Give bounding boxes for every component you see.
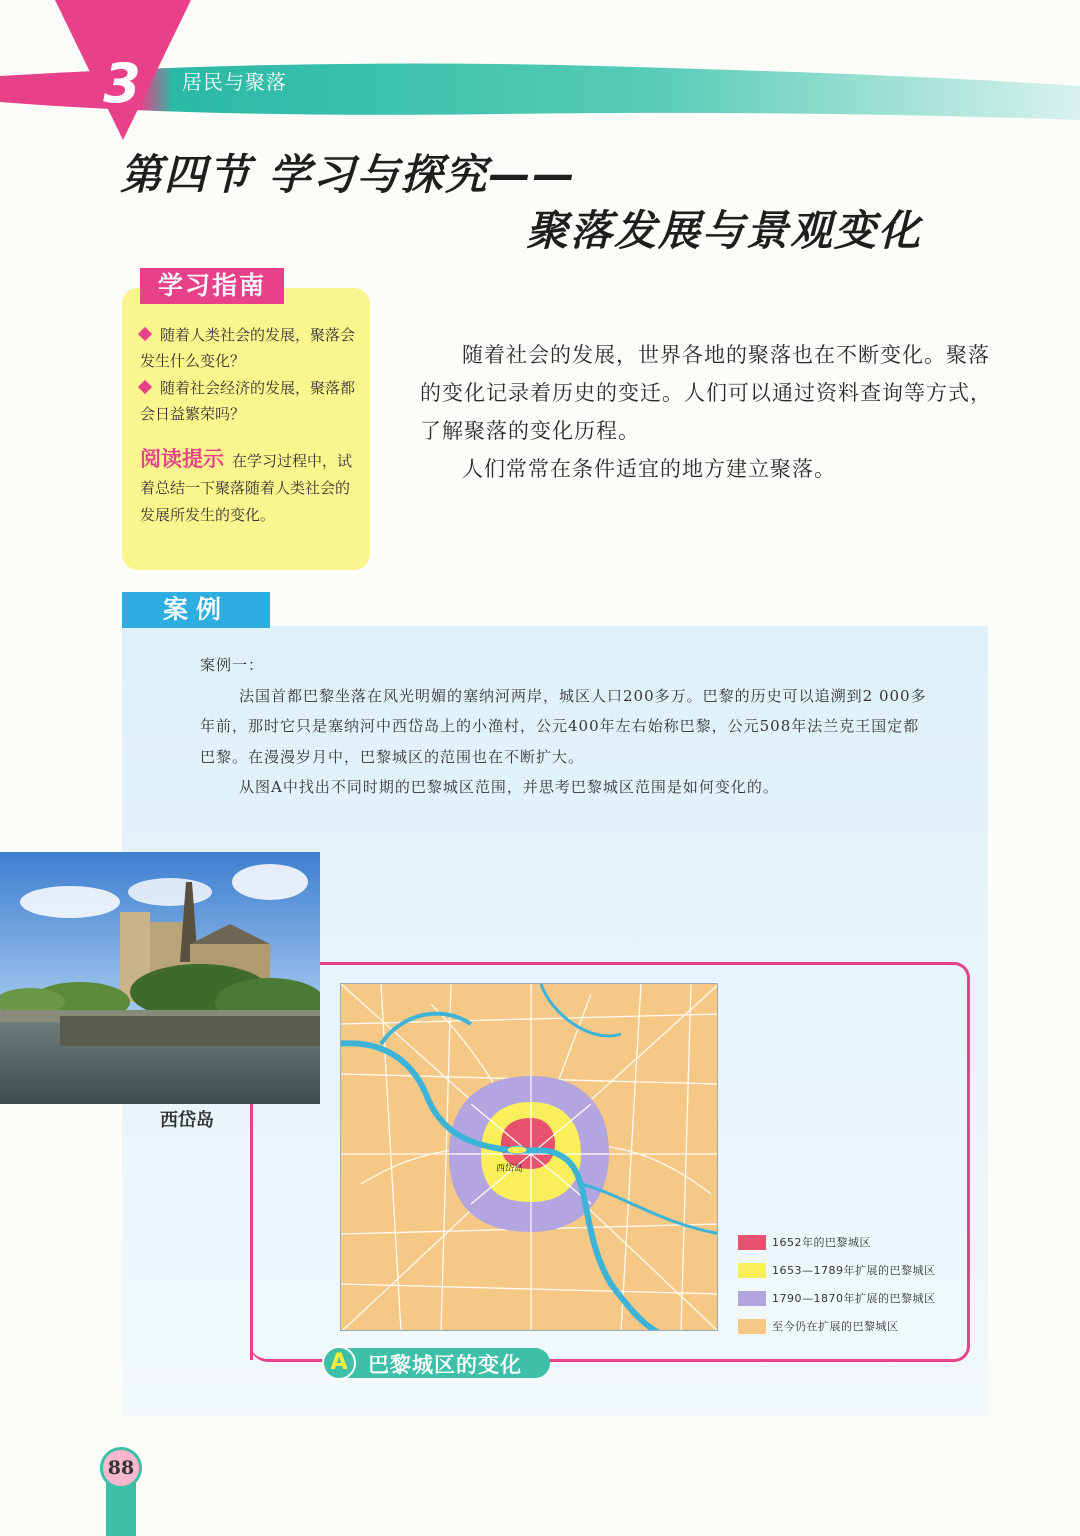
- map-legend: [738, 1228, 936, 1340]
- intro-paragraph: 人们常常在条件适宜的地方建立聚落。: [462, 457, 836, 481]
- photo-caption: 西岱岛: [160, 1110, 214, 1131]
- figure-letter: A: [322, 1346, 356, 1380]
- section-title-line1: 第四节 学习与探究——: [120, 150, 577, 199]
- chapter-number: 3: [103, 52, 141, 115]
- figure-caption: [322, 1346, 552, 1380]
- figure-frame-left: [250, 1104, 253, 1360]
- notre-dame-photo: [0, 852, 320, 1104]
- page-number: 88: [100, 1447, 142, 1489]
- case-heading: 案例一：: [200, 656, 265, 674]
- case-label: 案例: [122, 592, 270, 628]
- legend-swatch: [738, 1235, 766, 1250]
- map-label-cite-island: 西岱岛: [496, 1164, 524, 1174]
- study-guide-label: 学习指南: [140, 268, 284, 304]
- intro-paragraph: 随着社会的发展，世界各地的聚落也在不断变化。聚落的变化记录着历史的变迁。人们可以通过资料查询等方式，了解聚落的变化历程。: [420, 343, 992, 443]
- legend-item: 1653—1789年扩展的巴黎城区: [738, 1256, 936, 1284]
- paris-map: [340, 983, 718, 1331]
- legend-item: 1652年的巴黎城区: [738, 1228, 936, 1256]
- guide-question: 随着社会经济的发展，聚落都会日益繁荣吗？: [140, 375, 362, 427]
- reading-tip: [140, 446, 356, 529]
- legend-swatch: [738, 1263, 766, 1278]
- chapter-title: 居民与聚落: [182, 70, 287, 94]
- case-paragraph: 从图A中找出不同时期的巴黎城区范围，并思考巴黎城区范围是如何变化的。: [239, 778, 779, 796]
- legend-swatch: [738, 1291, 766, 1306]
- diamond-bullet-icon: [138, 380, 152, 394]
- legend-item: 至今仍在扩展的巴黎城区: [738, 1312, 936, 1340]
- diamond-bullet-icon: [138, 327, 152, 341]
- case-paragraph: 法国首都巴黎坐落在风光明媚的塞纳河两岸，城区人口200多万。巴黎的历史可以追溯到2 000多年前，那时它只是塞纳河中西岱岛上的小渔村，公元400年左右始称巴黎，公元508年法兰克王国定都巴黎。在漫漫岁月中，巴黎城区的范围也在不断扩大。: [200, 686, 927, 766]
- case-text: [200, 650, 930, 803]
- reading-tip-label: 阅读提示: [140, 447, 224, 471]
- legend-swatch: [738, 1319, 766, 1334]
- intro-text: [420, 336, 992, 488]
- section-title-line2: 聚落发展与景观变化: [526, 206, 923, 255]
- guide-question: 随着人类社会的发展，聚落会发生什么变化？: [140, 322, 362, 374]
- figure-caption-text: 巴黎城区的变化: [368, 1353, 522, 1377]
- legend-item: 1790—1870年扩展的巴黎城区: [738, 1284, 936, 1312]
- reading-tip-text: 在学习过程中，试着总结一下聚落随着人类社会的发展所发生的变化。: [140, 452, 353, 524]
